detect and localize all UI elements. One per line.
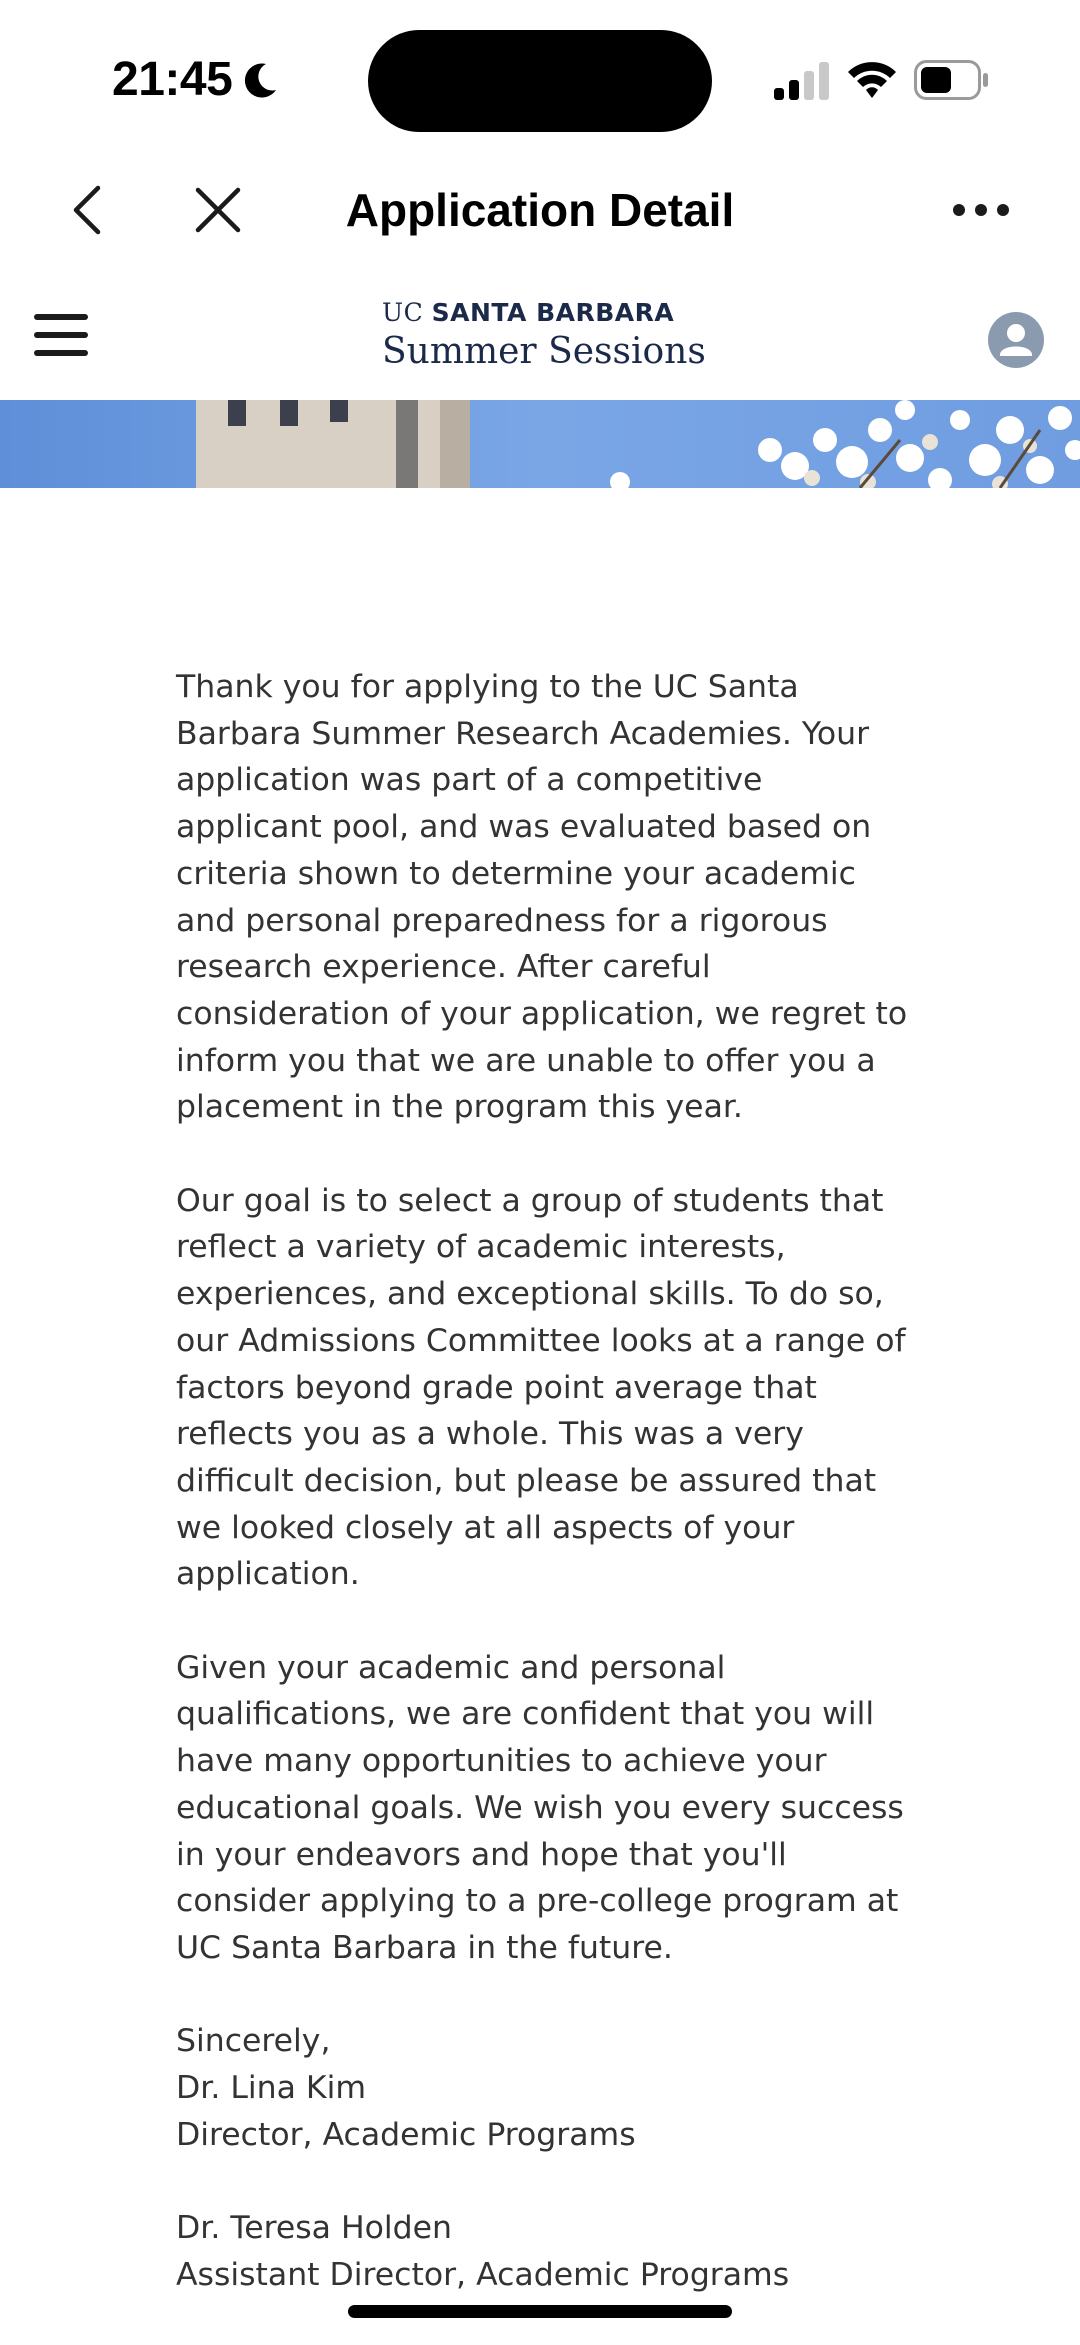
letter-closing: Sincerely,: [176, 2023, 331, 2060]
letter-paragraph-1: Thank you for applying to the UC Santa Barbara Summer Research Academies. Your application was part of a competitive applicant pool, and was evaluated based on criteria shown to determine your academic and personal preparedness for a rigorous research experience. After careful consideration of your application, we regret to inform you that we are unable to offer you a placement in the program this year.: [176, 669, 908, 1126]
decision-letter: [176, 664, 916, 2345]
back-chevron-icon[interactable]: [60, 180, 120, 240]
letter-paragraph-3: Given your academic and personal qualifications, we are confident that you will have many opportunities to achieve your educational goals. We wish you every success in your endeavors and hope that you'll consider applying to a pre-college program at UC Santa Barbara in the future.: [176, 1649, 904, 1966]
more-icon[interactable]: [950, 190, 1012, 230]
home-indicator[interactable]: [348, 2305, 732, 2318]
signer-2-title: Assistant Director, Academic Programs: [176, 2256, 790, 2293]
account-icon[interactable]: [988, 312, 1044, 368]
signature-block-2: [176, 2205, 916, 2298]
nav-bar: [0, 160, 1080, 270]
wifi-icon: [846, 58, 898, 100]
close-icon[interactable]: [188, 180, 248, 240]
site-header: [0, 270, 1080, 400]
ucsb-summer-sessions-logo[interactable]: [382, 298, 742, 376]
logo-subtitle: Summer Sessions: [382, 331, 706, 372]
battery-icon: [914, 60, 990, 100]
dynamic-island: [368, 30, 712, 132]
letter-paragraph-2: Our goal is to select a group of students that reflect a variety of academic interests, experiences, and exceptional skills. To do so, our Admissions Committee looks at a range of factors beyond grade point average that reflects you as a whole. This was a very difficult decision, but please be assured that we looked closely at all aspects of your application.: [176, 1182, 906, 1593]
moon-icon: [240, 60, 280, 100]
logo-line-institution: [382, 298, 742, 328]
signature-block-1: [176, 2018, 916, 2158]
hero-image: [0, 400, 1080, 488]
signer-2-name: Dr. Teresa Holden: [176, 2210, 453, 2247]
signer-1-name: Dr. Lina Kim: [176, 2070, 367, 2107]
status-bar: [0, 0, 1080, 160]
status-time: 21:45: [112, 53, 233, 106]
logo-uc: UC: [382, 298, 424, 327]
menu-icon[interactable]: [32, 310, 90, 360]
page-title: Application Detail: [345, 184, 735, 236]
signer-1-title: Director, Academic Programs: [176, 2116, 636, 2153]
signal-icon: [774, 62, 830, 100]
logo-santa-barbara: SANTA BARBARA: [431, 298, 675, 327]
